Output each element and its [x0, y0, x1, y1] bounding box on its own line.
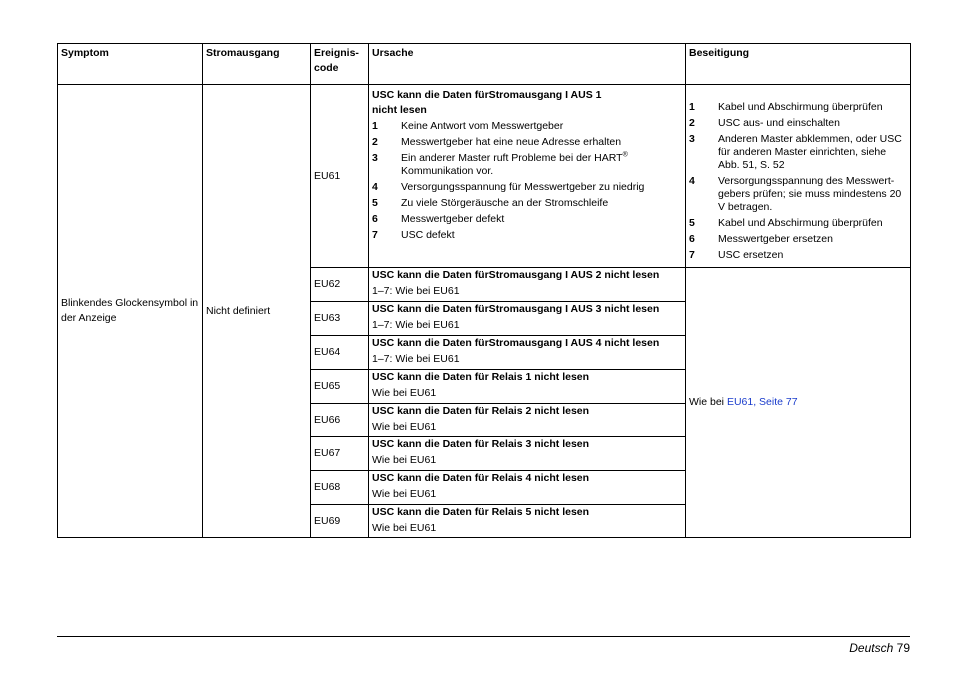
cause-note: 1–7: Wie bei EU61	[372, 353, 460, 365]
remedy-list	[689, 101, 907, 262]
cause-note: Wie bei EU61	[372, 454, 437, 466]
list-item	[372, 136, 682, 149]
list-item	[372, 197, 682, 210]
cause-title: USC kann die Daten für Relais 4 nicht lesen	[372, 472, 590, 484]
page-number: 79	[896, 641, 910, 655]
item-number: 1	[689, 101, 695, 113]
item-text: Versorgungsspannung des Messwert-gebers prüfen; sie muss mindestens 20 V betragen.	[718, 175, 902, 213]
cause-cell	[369, 370, 686, 404]
cause-title: USC kann die Daten fürStromausgang I AUS 1 nicht lesen	[372, 89, 602, 116]
item-number: 7	[689, 249, 695, 261]
item-number: 3	[689, 133, 695, 145]
footer-language: Deutsch	[849, 641, 894, 655]
item-text: Messwertgeber hat eine neue Adresse erhalten	[401, 136, 622, 148]
item-text: USC aus- und einschalten	[718, 117, 840, 129]
item-text-part: Ein anderer Master ruft Probleme bei der HART	[401, 152, 623, 164]
remedy-cell	[686, 85, 911, 268]
header-ursache: Ursache	[369, 44, 686, 85]
header-symptom: Symptom	[58, 44, 203, 85]
item-text: Kabel und Abschirmung überprüfen	[718, 217, 883, 229]
item-text: Versorgungsspannung für Messwertgeber zu niedrig	[401, 181, 645, 193]
item-text: Keine Antwort vom Messwertgeber	[401, 120, 564, 132]
list-item	[689, 101, 907, 114]
item-number: 2	[689, 117, 695, 129]
cause-title: USC kann die Daten für Relais 5 nicht lesen	[372, 506, 590, 518]
cause-cell	[369, 302, 686, 336]
cause-title: USC kann die Daten für Relais 3 nicht lesen	[372, 438, 590, 450]
cause-title: USC kann die Daten für Relais 1 nicht lesen	[372, 371, 590, 383]
list-item	[372, 181, 682, 194]
code-cell: EU63	[311, 302, 369, 336]
cause-title: USC kann die Daten fürStromausgang I AUS 4 nicht lesen	[372, 337, 660, 349]
cause-note: Wie bei EU61	[372, 488, 437, 500]
item-number: 6	[372, 213, 378, 225]
registered-mark: ®	[622, 151, 628, 159]
page-footer	[849, 641, 910, 655]
cause-cell	[369, 85, 686, 268]
item-text-part: Kommunikation vor.	[401, 165, 494, 177]
cause-title: USC kann die Daten für Relais 2 nicht lesen	[372, 405, 590, 417]
cause-note: Wie bei EU61	[372, 387, 437, 399]
list-item	[689, 175, 907, 214]
remedy-cell-others	[686, 268, 911, 538]
list-item	[372, 152, 682, 178]
list-item	[689, 133, 907, 172]
code-cell: EU69	[311, 505, 369, 538]
eu61-reference-link[interactable]: EU61, Seite 77	[726, 396, 798, 408]
list-item	[689, 249, 907, 262]
item-number: 4	[372, 181, 378, 193]
stromausgang-cell: Nicht definiert	[203, 85, 311, 538]
cause-note: Wie bei EU61	[372, 522, 437, 534]
item-number: 3	[372, 152, 378, 164]
item-text: Anderen Master abklemmen, oder USC für anderen Master einrichten, siehe Abb. 51, S. 52	[718, 133, 902, 171]
cause-title: USC kann die Daten fürStromausgang I AUS 3 nicht lesen	[372, 303, 660, 315]
list-item	[372, 120, 682, 133]
cause-cell	[369, 336, 686, 370]
header-stromausgang: Stromausgang	[203, 44, 311, 85]
cause-cell	[369, 437, 686, 471]
item-text: Messwertgeber defekt	[401, 213, 505, 225]
item-text: USC defekt	[401, 229, 455, 241]
cause-note: 1–7: Wie bei EU61	[372, 319, 460, 331]
cause-cell	[369, 505, 686, 538]
code-cell: EU62	[311, 268, 369, 302]
symptom-cell: Blinkendes Glockensymbol in der Anzeige	[58, 85, 203, 538]
code-cell: EU68	[311, 471, 369, 505]
cause-note: Wie bei EU61	[372, 421, 437, 433]
item-number: 2	[372, 136, 378, 148]
code-cell: EU66	[311, 404, 369, 437]
item-text: Kabel und Abschirmung überprüfen	[718, 101, 883, 113]
table-row-eu61	[58, 85, 911, 268]
list-item	[372, 229, 682, 242]
item-text: Messwertgeber ersetzen	[718, 233, 833, 245]
table-header-row	[58, 44, 911, 85]
item-text: USC ersetzen	[718, 249, 784, 261]
code-cell: EU67	[311, 437, 369, 471]
cause-cell	[369, 268, 686, 302]
cause-list	[372, 120, 682, 242]
troubleshooting-table	[57, 43, 911, 538]
header-beseitigung: Beseitigung	[686, 44, 911, 85]
cause-title: USC kann die Daten fürStromausgang I AUS 2 nicht lesen	[372, 269, 660, 281]
list-item	[689, 217, 907, 230]
cause-cell	[369, 471, 686, 505]
item-number: 4	[689, 175, 695, 187]
footer-divider	[57, 636, 910, 637]
item-text	[401, 152, 682, 178]
item-number: 7	[372, 229, 378, 241]
item-number: 6	[689, 233, 695, 245]
item-text: Zu viele Störgeräusche an der Stromschleife	[401, 197, 609, 209]
list-item	[689, 233, 907, 246]
item-number: 5	[372, 197, 378, 209]
code-cell: EU65	[311, 370, 369, 404]
item-number: 5	[689, 217, 695, 229]
list-item	[372, 213, 682, 226]
remedy-prefix: Wie bei	[689, 396, 727, 408]
cause-note: 1–7: Wie bei EU61	[372, 285, 460, 297]
code-cell: EU64	[311, 336, 369, 370]
cause-cell	[369, 404, 686, 437]
item-number: 1	[372, 120, 378, 132]
list-item	[689, 117, 907, 130]
header-ereigniscode: Ereignis- code	[311, 44, 369, 85]
code-cell: EU61	[311, 85, 369, 268]
